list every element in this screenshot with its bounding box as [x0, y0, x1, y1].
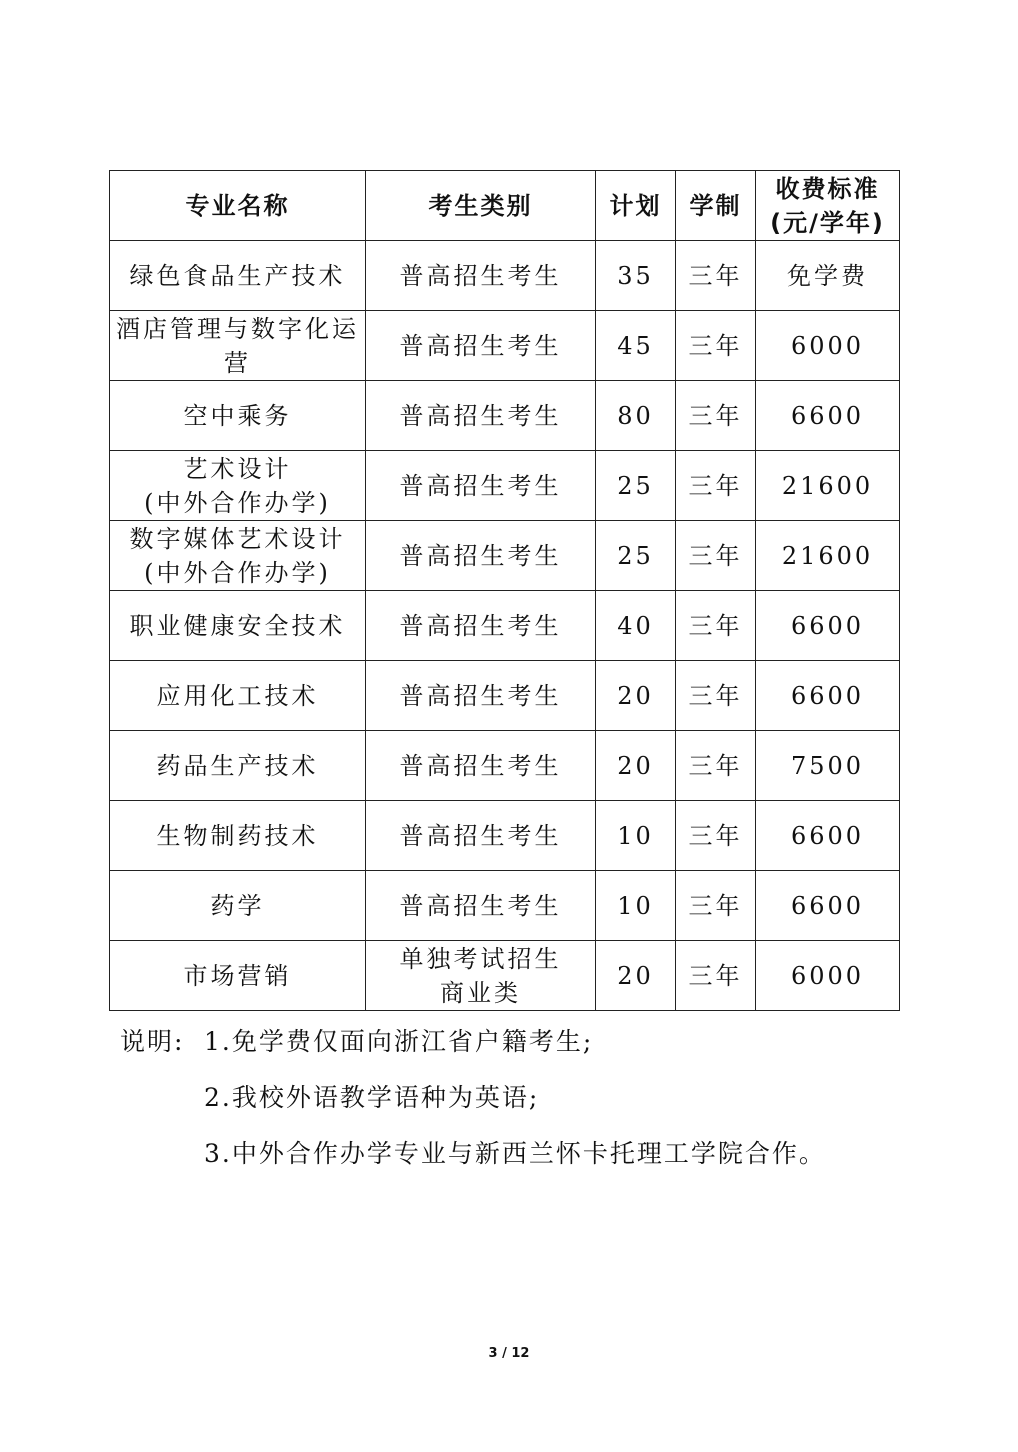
fee-cell: 21600 [756, 521, 900, 591]
category-cell-line: 普高招生考生 [399, 401, 562, 430]
page-number: 3 / 12 [488, 1346, 530, 1361]
notes-label: 说明: [120, 1027, 185, 1056]
table-row [110, 941, 900, 1011]
category-cell-line: 普高招生考生 [399, 891, 562, 920]
plan-cell: 20 [596, 941, 676, 1011]
major-cell-line: 营 [224, 348, 251, 377]
major-cell [110, 591, 366, 661]
major-cell-line: 绿色食品生产技术 [129, 261, 346, 290]
major-cell-line: 药学 [210, 891, 265, 920]
table-row [110, 381, 900, 451]
major-cell-line: 职业健康安全技术 [129, 611, 346, 640]
years-cell: 三年 [676, 661, 756, 731]
table-row [110, 241, 900, 311]
fee-cell: 6600 [756, 381, 900, 451]
major-cell [110, 311, 366, 381]
table-header-row [110, 171, 900, 241]
years-cell: 三年 [676, 941, 756, 1011]
category-cell-line: 普高招生考生 [399, 681, 562, 710]
major-cell [110, 731, 366, 801]
major-cell [110, 661, 366, 731]
header-category: 考生类别 [366, 171, 596, 241]
table-row [110, 661, 900, 731]
major-cell-line: 药品生产技术 [156, 751, 319, 780]
years-cell: 三年 [676, 731, 756, 801]
table-row [110, 731, 900, 801]
fee-cell: 6000 [756, 941, 900, 1011]
major-cell [110, 381, 366, 451]
major-cell [110, 871, 366, 941]
category-cell [366, 381, 596, 451]
fee-cell: 6600 [756, 661, 900, 731]
category-cell-line: 商业类 [440, 978, 521, 1007]
plan-cell: 20 [596, 661, 676, 731]
category-cell-line: 普高招生考生 [399, 541, 562, 570]
header-fee [756, 171, 900, 241]
header-fee-unit: (元/学年) [770, 208, 885, 237]
category-cell-line: 普高招生考生 [399, 471, 562, 500]
major-cell-line: (中外合作办学) [144, 488, 331, 517]
category-cell [366, 661, 596, 731]
fee-cell: 7500 [756, 731, 900, 801]
major-cell-line: 空中乘务 [183, 401, 292, 430]
major-cell-line: (中外合作办学) [144, 558, 331, 587]
category-cell-line: 单独考试招生 [399, 944, 562, 973]
years-cell: 三年 [676, 591, 756, 661]
major-cell-line: 艺术设计 [183, 454, 292, 483]
category-cell [366, 241, 596, 311]
years-cell: 三年 [676, 381, 756, 451]
major-cell-line: 数字媒体艺术设计 [129, 524, 346, 553]
note-item: 1.免学费仅面向浙江省户籍考生; [204, 1027, 594, 1056]
major-cell [110, 241, 366, 311]
fee-cell: 6000 [756, 311, 900, 381]
header-plan: 计划 [596, 171, 676, 241]
major-cell-line: 应用化工技术 [156, 681, 319, 710]
fee-cell: 6600 [756, 591, 900, 661]
fee-cell: 6600 [756, 801, 900, 871]
header-years: 学制 [676, 171, 756, 241]
plan-cell: 45 [596, 311, 676, 381]
years-cell: 三年 [676, 451, 756, 521]
plan-cell: 25 [596, 451, 676, 521]
category-cell [366, 941, 596, 1011]
category-cell [366, 451, 596, 521]
header-major: 专业名称 [110, 171, 366, 241]
category-cell-line: 普高招生考生 [399, 261, 562, 290]
table-row [110, 451, 900, 521]
plan-cell: 40 [596, 591, 676, 661]
plan-cell: 80 [596, 381, 676, 451]
category-cell-line: 普高招生考生 [399, 751, 562, 780]
major-cell [110, 521, 366, 591]
table-row [110, 871, 900, 941]
plan-cell: 10 [596, 801, 676, 871]
note-item: 2.我校外语教学语种为英语; [204, 1083, 540, 1112]
major-cell [110, 941, 366, 1011]
major-cell-line: 酒店管理与数字化运 [116, 314, 359, 343]
fee-cell: 21600 [756, 451, 900, 521]
major-cell-line: 生物制药技术 [156, 821, 319, 850]
table-row [110, 591, 900, 661]
years-cell: 三年 [676, 521, 756, 591]
years-cell: 三年 [676, 311, 756, 381]
years-cell: 三年 [676, 241, 756, 311]
table-row [110, 801, 900, 871]
category-cell [366, 521, 596, 591]
plan-cell: 35 [596, 241, 676, 311]
category-cell [366, 871, 596, 941]
fee-table [109, 170, 900, 1011]
table-row [110, 311, 900, 381]
category-cell [366, 311, 596, 381]
category-cell [366, 591, 596, 661]
major-cell [110, 801, 366, 871]
category-cell-line: 普高招生考生 [399, 611, 562, 640]
category-cell [366, 801, 596, 871]
plan-cell: 10 [596, 871, 676, 941]
plan-cell: 20 [596, 731, 676, 801]
plan-cell: 25 [596, 521, 676, 591]
years-cell: 三年 [676, 871, 756, 941]
fee-cell: 6600 [756, 871, 900, 941]
category-cell-line: 普高招生考生 [399, 821, 562, 850]
category-cell [366, 731, 596, 801]
years-cell: 三年 [676, 801, 756, 871]
header-fee-line: 收费标准 [775, 174, 880, 203]
fee-cell: 免学费 [756, 241, 900, 311]
table-row [110, 521, 900, 591]
major-cell [110, 451, 366, 521]
note-item: 3.中外合作办学专业与新西兰怀卡托理工学院合作。 [204, 1139, 826, 1168]
major-cell-line: 市场营销 [183, 961, 292, 990]
category-cell-line: 普高招生考生 [399, 331, 562, 360]
